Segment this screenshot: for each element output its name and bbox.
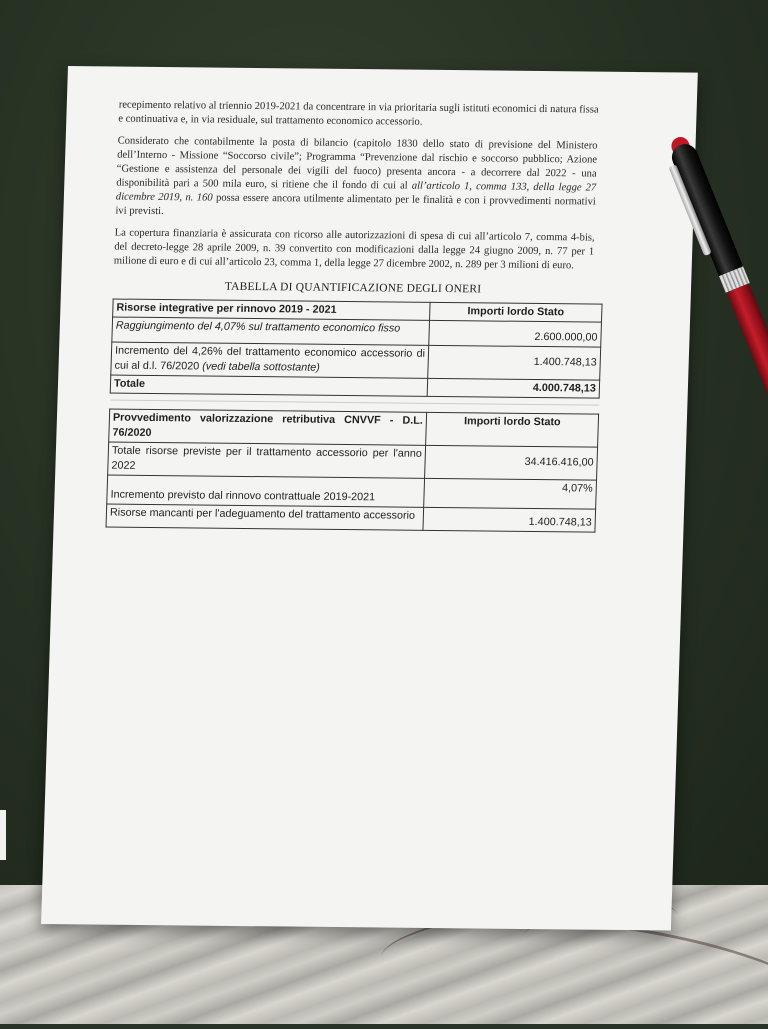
paragraph-2 [115,135,598,224]
table-header-left: Provvedimento valorizzazione retributiva CNVVF - D.L. 76/2020 [109,409,427,445]
document-body [106,99,599,533]
row-label: Totale risorse previste per il trattamento accessorio per l'anno 2022 [108,442,426,478]
paragraph-3: La copertura finanziaria è assicurata con ricorso alle autorizzazioni di spesa di cui all’articolo 7, comma 4-bis, del decreto-legge 28 aprile 2009, n. 39 convertito con modificazioni dalla legge 24 giugno 2009, n. 77 per 1 milione di euro e di cui all’articolo 23, comma 1, della legge 27 dicembre 2002, n. 289 per 3 milioni di euro. [113,227,595,272]
table-header-left: Risorse integrative per rinnovo 2019 - 2021 [113,299,430,320]
table-row [108,442,598,480]
table-row [106,504,596,532]
paragraph-2-text-b: possa essere ancora utilmente alimentato per le finalità e con i provvedimenti normativi ivi previsti. [115,192,596,218]
row-value: 1.400.748,13 [428,345,601,380]
document-page [41,66,698,931]
table-header-row [109,409,599,447]
row-label: Risorse mancanti per l'adeguamento del trattamento accessorio [106,504,424,530]
total-label: Totale [110,375,427,396]
row-label-italic: (vedi tabella sottostante) [202,360,321,374]
paragraph-1: recepimento relativo al triennio 2019-2021 da concentrare in via prioritaria sugli istituti economici di natura fissa e continuativa e, in via residuale, sul trattamento economico accessorio. [118,99,599,128]
row-value: 34.416.416,00 [425,445,598,480]
row-label: Incremento previsto dal rinnovo contrattuale 2019-2021 [107,475,425,507]
row-label [111,342,429,378]
paper-scrap [0,810,6,860]
row-value: 4,07% [424,478,597,509]
row-value: 2.600.000,00 [429,320,602,347]
resources-table [109,299,602,406]
row-label-text: Incremento del 4,26% del trattamento economico accessorio di cui al d.l. 76/2020 [114,344,426,373]
total-value: 4.000.748,13 [427,378,600,398]
table-row [111,342,601,380]
paragraph-2-italic: all’articolo 1, comma 133, della legge 27 dicembre 2019, n. 160 [115,180,597,204]
valorization-table [106,409,600,533]
row-value: 1.400.748,13 [423,507,596,532]
paragraph-2-text-a: Considerato che contabilmente la posta di bilancio (capitolo 1830 dello stato di previsione del Ministero dell’Interno - Missione “Soccorso civile”; Programma “Prevenzione dal rischio e soccorso pubblico; Azione “Gestione e assistenza del personale dei vigili del fuoco) presenta ancora - a decorrere dal 2022 - una disponibilità pari a 500 mila euro, si ritiene che il fondo di cui al [116,135,598,192]
table-header-right: Importi lordo Stato [430,302,603,322]
table-title: TABELLA DI QUANTIFICAZIONE DEGLI ONERI [224,280,482,296]
row-label: Raggiungimento del 4,07% sul trattamento economico fisso [112,317,430,345]
table-header-right: Importi lordo Stato [426,412,599,447]
